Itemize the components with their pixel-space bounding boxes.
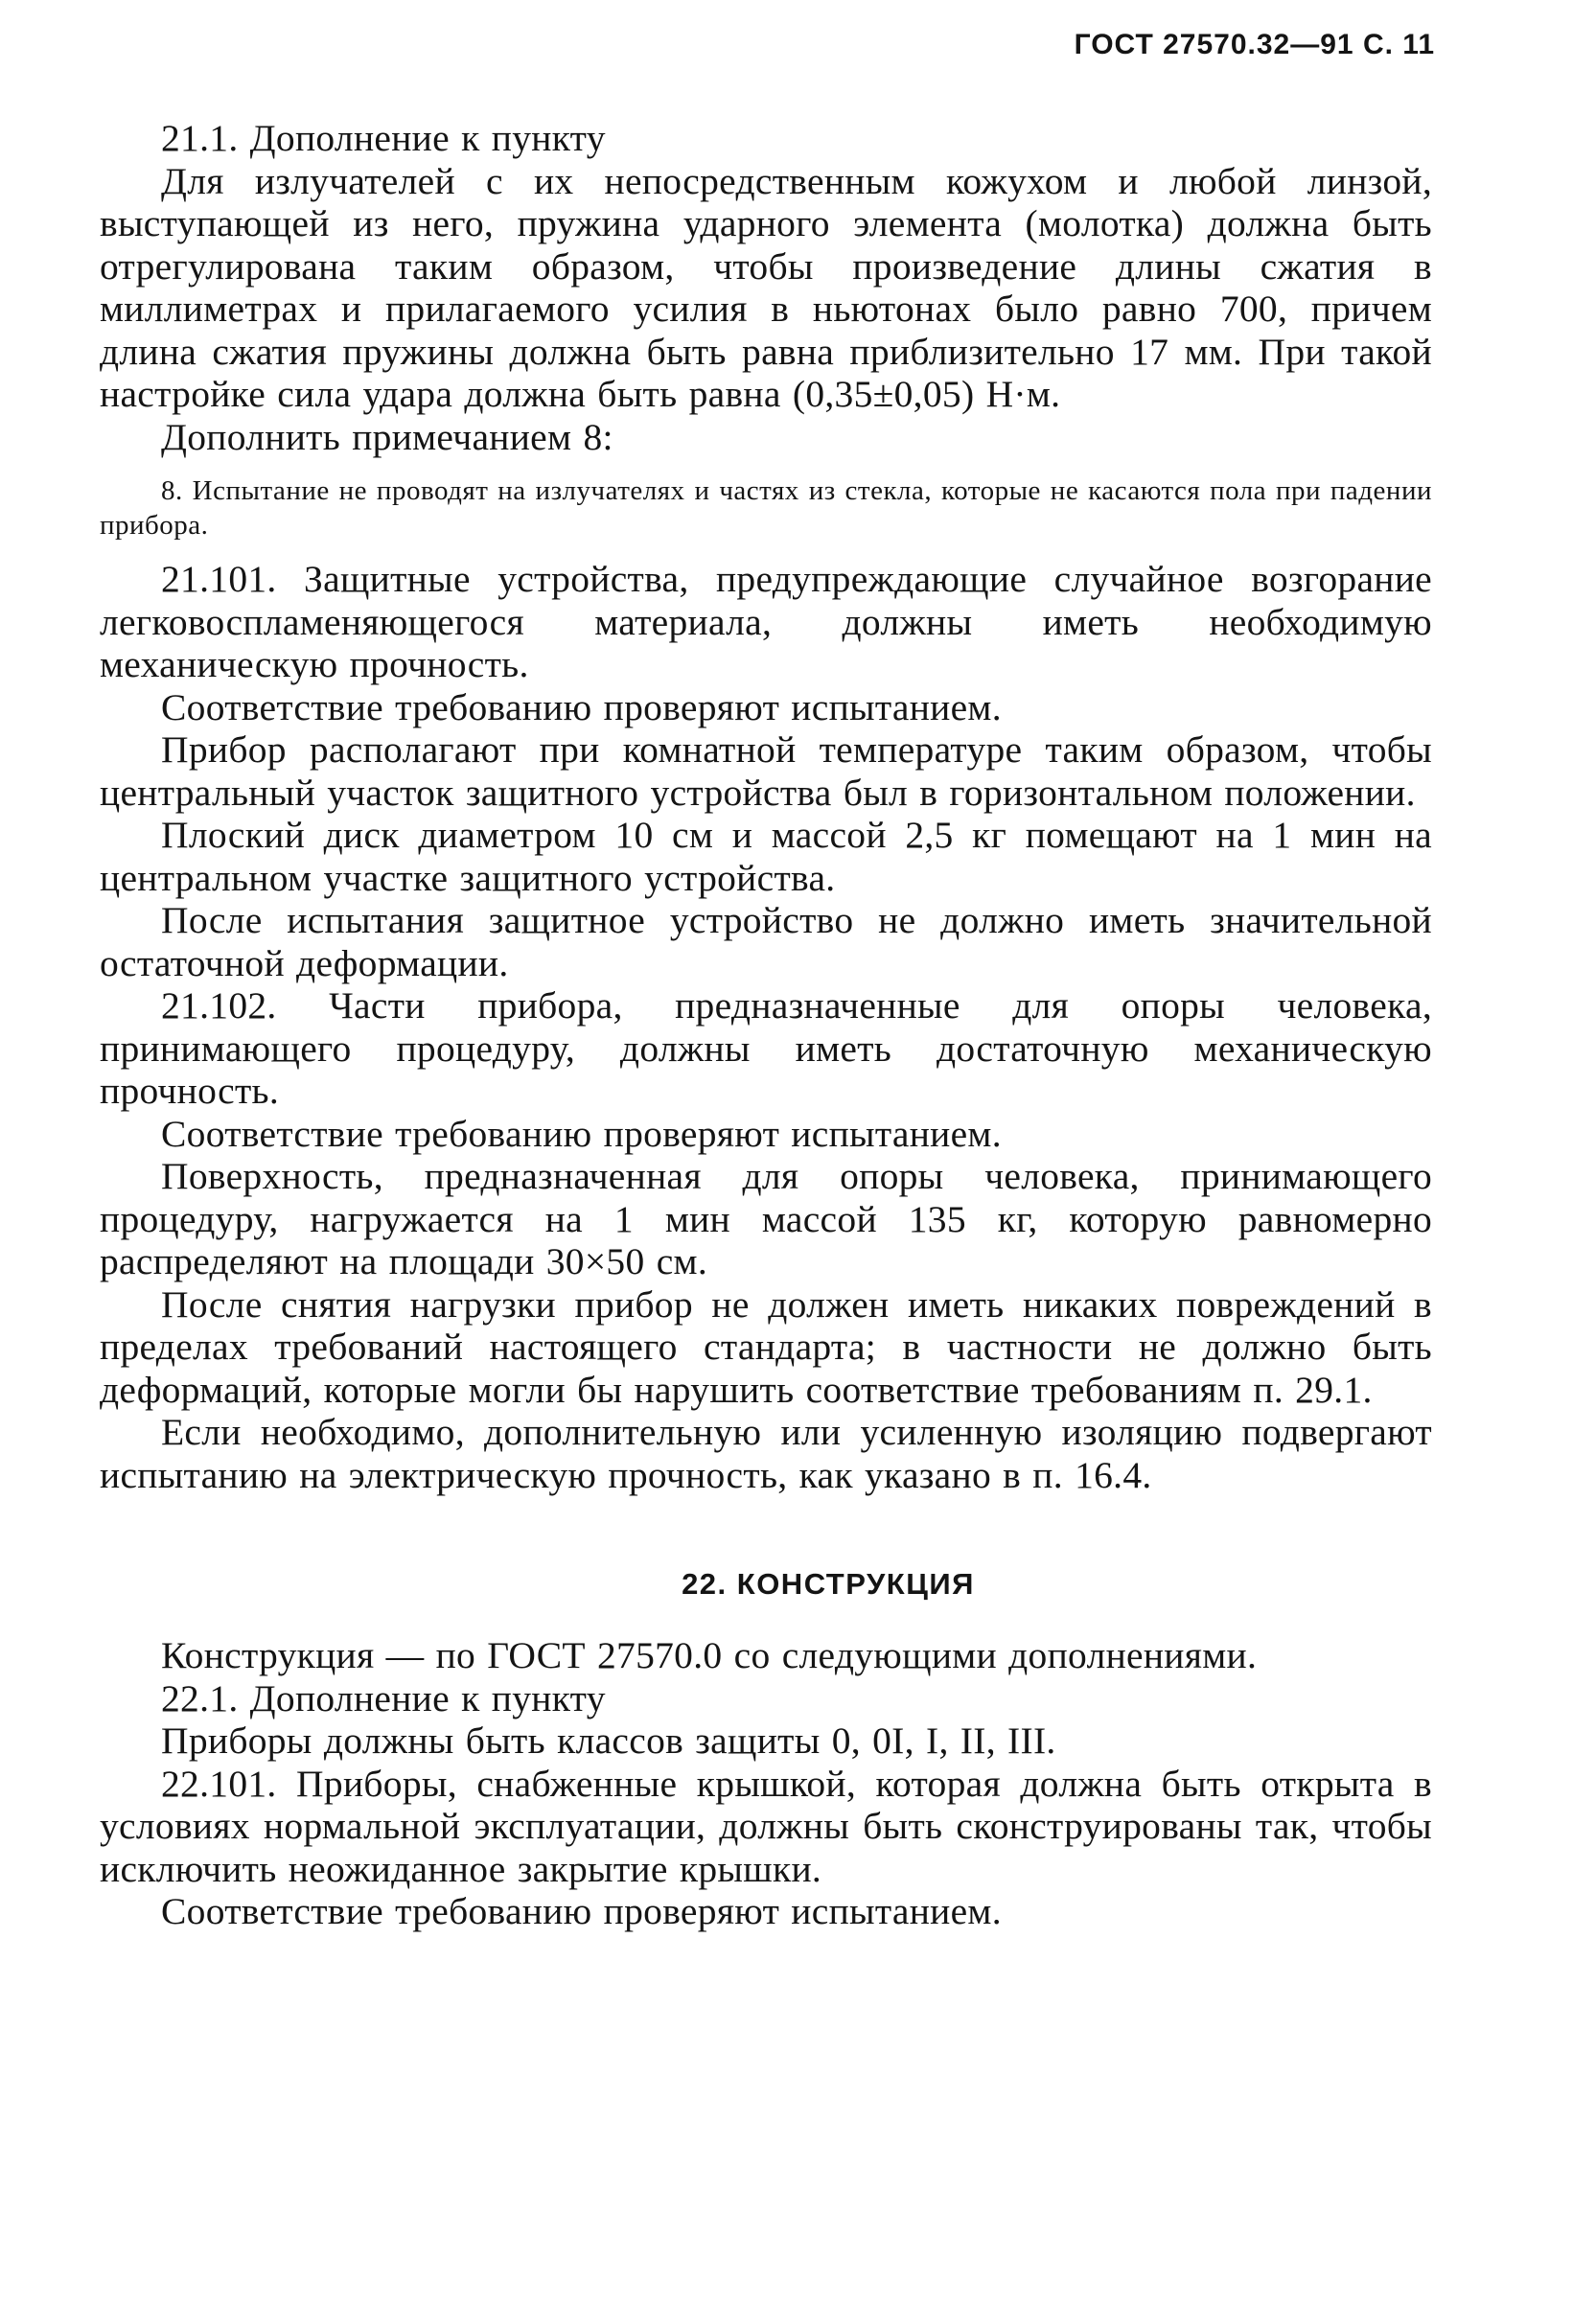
clause-21-102-text: 21.102. Части прибора, предназначенные для опоры человека, принимающего процедуру, должны иметь достаточную механическую прочность. <box>100 984 1432 1112</box>
clause-22-101-text: 22.101. Приборы, снабженные крышкой, которая должна быть открыта в условиях нормальной эксплуатации, должны быть сконструированы так, чтобы исключить неожиданное закрытие крышки. <box>100 1762 1432 1890</box>
compliance-check-text: Соответствие требованию проверяют испытанием. <box>161 685 1002 728</box>
compliance-check-text: Соответствие требованию проверяют испытанием. <box>161 1890 1002 1932</box>
section-22-heading: 22. КОНСТРУКЦИЯ <box>682 1567 975 1601</box>
running-header: ГОСТ 27570.32—91 С. 11 <box>1074 29 1435 60</box>
deformation-requirement-text: После испытания защитное устройство не должно иметь значительной остаточной деформации. <box>100 899 1432 984</box>
clause-21-1-title: 21.1. Дополнение к пункту <box>161 117 606 159</box>
page-content <box>100 117 1432 1933</box>
note-8: 8. Испытание не проводят на излучателях и частях из стекла, которые не касаются пола при падении прибора. <box>100 475 1432 541</box>
clause-21-101-text: 21.101. Защитные устройства, предупреждающие случайное возгорание легковоспламеняющегося материала, должны иметь необходимую механическую прочность. <box>100 558 1432 685</box>
damage-requirement-text: После снятия нагрузки прибор не должен иметь никаких повреждений в пределах требований настоящего стандарта; в частности не должно быть деформаций, которые могли бы нарушить соответствие требованиям п. 29.1. <box>100 1282 1432 1411</box>
disk-load-text: Плоский диск диаметром 10 см и массой 2,5 кг помещают на 1 мин на центральном участке защитного устройства. <box>100 814 1432 899</box>
note-addition-instruction: Дополнить примечанием 8: <box>161 415 613 458</box>
test-setup-text: Прибор располагают при комнатной температуре таким образом, чтобы центральный участок защитного устройства был в горизонтальном положении. <box>100 728 1432 814</box>
insulation-test-text: Если необходимо, дополнительную или усиленную изоляцию подвергают испытанию на электрическую прочность, как указано в п. 16.4. <box>100 1411 1432 1496</box>
section-22-intro: Конструкция — по ГОСТ 27570.0 со следующими дополнениями. <box>161 1634 1258 1676</box>
surface-load-text: Поверхность, предназначенная для опоры человека, принимающего процедуру, нагружается на 1 мин массой 135 кг, которую равномерно распределяют на площади 30×50 см. <box>100 1155 1432 1282</box>
clause-22-1-title: 22.1. Дополнение к пункту <box>161 1676 606 1719</box>
protection-classes-text: Приборы должны быть классов защиты 0, 0I, I, II, III. <box>161 1719 1056 1762</box>
compliance-check-text: Соответствие требованию проверяют испытанием. <box>161 1112 1002 1155</box>
clause-21-1-text: Для излучателей с их непосредственным кожухом и любой линзой, выступающей из него, пружина ударного элемента (молотка) должна быть отрегулирована таким образом, чтобы произведение длины сжатия в миллиметрах и прилагаемого усилия в ньютонах было равно 700, причем длина сжатия пружины должна быть равна приблизительно 17 мм. При такой настройке сила удара должна быть равна (0,35±0,05) Н·м. <box>100 159 1432 415</box>
